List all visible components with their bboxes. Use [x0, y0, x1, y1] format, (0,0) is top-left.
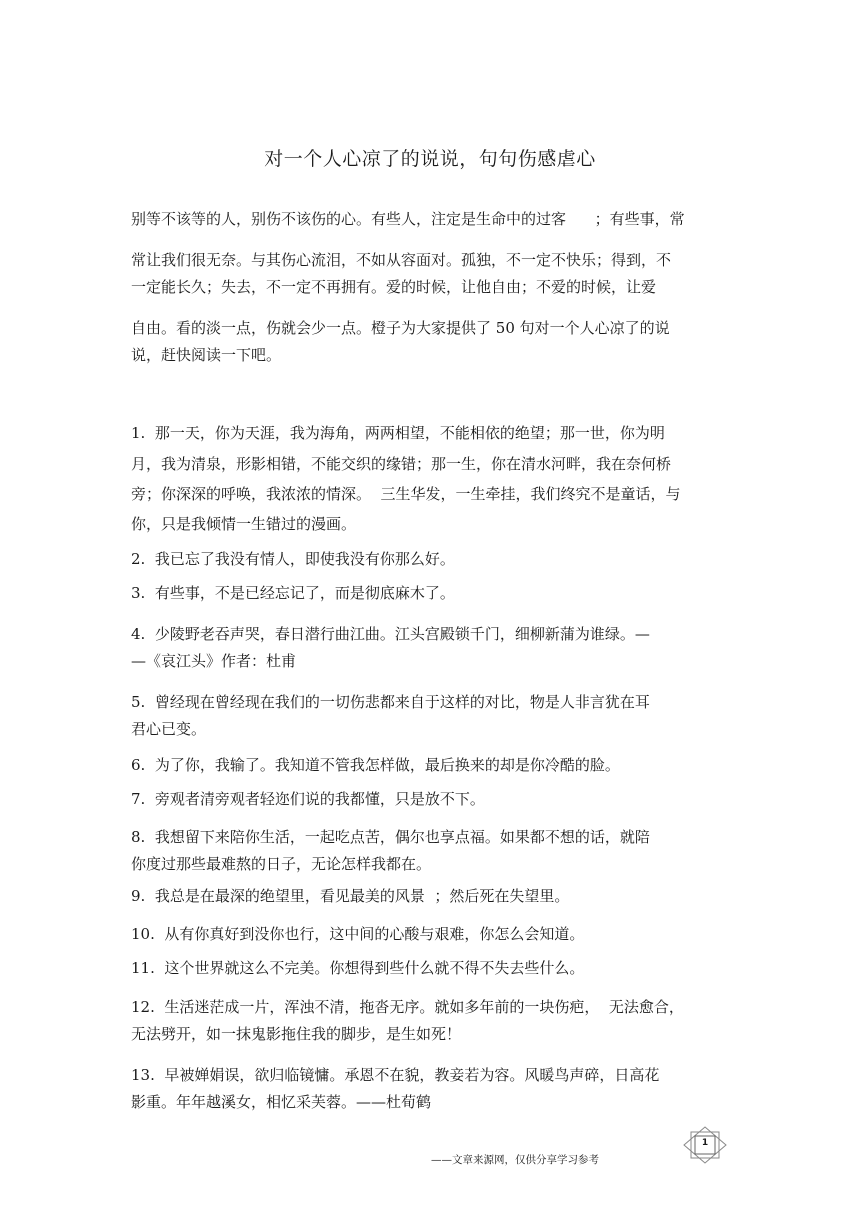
list-item: 12. 生活迷茫成一片，浑浊不清，拖沓无序。就如多年前的一块伤疤， 无法愈合，	[131, 998, 684, 1016]
document-title: 对一个人心凉了的说说，句句伤感虐心	[264, 148, 596, 170]
list-item: 影重。年年越溪女，相忆采芙蓉。——杜荀鹤	[131, 1093, 432, 1111]
list-item: 2. 我已忘了我没有情人，即使我没有你那么好。	[131, 550, 455, 568]
intro-line: 常让我们很无奈。与其伤心流泪，不如从容面对。孤独，不一定不快乐；得到，不	[131, 251, 672, 269]
list-item: 你，只是我倾情一生错过的漫画。	[131, 515, 357, 533]
list-item: 5. 曾经现在曾经现在我们的一切伤悲都来自于这样的对比，物是人非言犹在耳	[131, 693, 650, 711]
list-item: 1. 那一天，你为天涯，我为海角，两两相望，不能相依的绝望；那一世，你为明	[131, 424, 665, 442]
list-item: 9. 我总是在最深的绝望里，看见最美的风景 ；然后死在失望里。	[131, 887, 570, 905]
intro-line: 说，赶快阅读一下吧。	[131, 346, 282, 364]
list-item: 月，我为清泉，形影相错，不能交织的缘错；那一生，你在清水河畔，我在奈何桥	[131, 455, 672, 473]
list-item: 旁；你深深的呼唤，我浓浓的情深。 三生华发，一生牵挂，我们终究不是童话，与	[131, 485, 681, 503]
page-number-badge	[683, 1126, 727, 1164]
list-item: 13. 早被婵娟误，欲归临镜慵。承恩不在貌，教妾若为容。风暖鸟声碎，日高花	[131, 1066, 660, 1084]
list-item: 3. 有些事，不是已经忘记了，而是彻底麻木了。	[131, 584, 455, 602]
list-item: 4. 少陵野老吞声哭，春日潜行曲江曲。江头宫殿锁千门，细柳新蒲为谁绿。—	[131, 625, 650, 643]
list-item: 6. 为了你，我输了。我知道不管我怎样做，最后换来的却是你冷酷的脸。	[131, 756, 620, 774]
intro-line: 一定能长久；失去，不一定不再拥有。爱的时候，让他自由；不爱的时候，让爱	[131, 278, 657, 296]
list-item: 11. 这个世界就这么不完美。你想得到些什么就不得不失去些什么。	[131, 959, 585, 977]
list-item: 7. 旁观者清旁观者轻迩们说的我都懂，只是放不下。	[131, 790, 485, 808]
list-item: 你度过那些最难熬的日子，无论怎样我都在。	[131, 855, 432, 873]
list-item: 10. 从有你真好到没你也行，这中间的心酸与艰难，你怎么会知道。	[131, 925, 585, 943]
page-number: 1	[701, 1138, 709, 1148]
list-item: 君心已变。	[131, 720, 207, 738]
list-item: 无法劈开，如一抹鬼影拖住我的脚步，是生如死！	[131, 1025, 462, 1043]
intro-line: 别等不该等的人，别伤不该伤的心。有些人，注定是生命中的过客 ；有些事，常	[131, 210, 685, 228]
list-item: 8. 我想留下来陪你生活，一起吃点苦，偶尔也享点福。如果都不想的话，就陪	[131, 828, 650, 846]
intro-line: 自由。看的淡一点，伤就会少一点。橙子为大家提供了 50 句对一个人心凉了的说	[131, 319, 670, 337]
footer-note: ——文章来源网，仅供分享学习参考	[431, 1154, 599, 1166]
list-item: —《哀江头》作者：杜甫	[131, 652, 297, 670]
